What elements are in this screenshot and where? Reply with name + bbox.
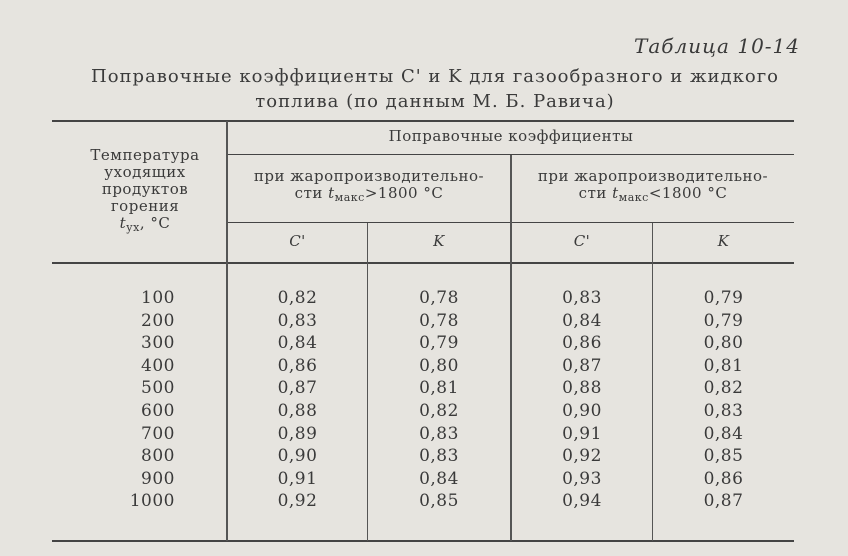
- group-low-symbol: t: [612, 184, 619, 202]
- temp-unit: , °C: [139, 214, 171, 232]
- temp-cell: 1000: [129, 491, 175, 512]
- c-header-high: C': [289, 232, 306, 250]
- k-high-cell: 0,81: [419, 378, 459, 399]
- group-low-prefix: сти: [578, 184, 613, 202]
- temp-header-line-4: горения: [110, 197, 180, 215]
- c-low-cell: 0,88: [562, 378, 602, 399]
- temp-symbol: t: [119, 214, 127, 232]
- k-low-cell: 0,87: [703, 491, 744, 512]
- table-number: Таблица 10-14: [634, 34, 800, 58]
- k-low-cell: 0,83: [703, 400, 744, 421]
- c-low-cell: 0,86: [562, 333, 602, 354]
- c-high-cell: 0,87: [277, 378, 318, 399]
- k-high-cell: 0,83: [419, 423, 459, 444]
- temp-cell: 100: [141, 288, 175, 308]
- group-title: Поправочные коэффициенты: [388, 127, 634, 145]
- k-high-cell: 0,79: [419, 333, 459, 354]
- group-high-rule: [228, 222, 510, 223]
- c-high-cell: 0,92: [277, 491, 318, 512]
- temp-cell: 700: [141, 423, 175, 444]
- caption-line-2: топлива (по данным М. Б. Равича): [255, 91, 615, 112]
- temp-subscript: ух: [126, 221, 140, 234]
- k-header-high: K: [433, 232, 445, 250]
- temp-header-line-1: Температура: [90, 146, 200, 164]
- temp-cell: 300: [141, 333, 175, 354]
- c-high-cell: 0,86: [277, 355, 318, 376]
- k-low-cell: 0,79: [703, 288, 744, 308]
- temp-cell: 400: [141, 355, 175, 376]
- k-low-cell: 0,80: [703, 333, 744, 354]
- c-low-cell: 0,84: [562, 310, 602, 331]
- k-header-low: K: [717, 232, 730, 250]
- c-low-cell: 0,87: [562, 355, 602, 376]
- c-high-cell: 0,83: [277, 310, 318, 331]
- temp-cell: 500: [141, 378, 175, 399]
- top-rule: [52, 120, 794, 122]
- group-high-subscript: макс: [334, 191, 365, 204]
- c-low-cell: 0,91: [562, 423, 602, 444]
- temp-cell: 800: [141, 446, 175, 467]
- c-low-cell: 0,90: [562, 400, 602, 421]
- c-low-cell: 0,83: [562, 288, 602, 308]
- header-bottom-rule: [52, 262, 794, 264]
- temp-header-line-2: уходящих: [104, 163, 186, 181]
- group-high-symbol: t: [328, 184, 335, 202]
- c-high-cell: 0,89: [277, 423, 318, 444]
- temp-cell: 900: [141, 468, 175, 489]
- group-high-line-2: [228, 185, 510, 206]
- c-low-column: [512, 287, 652, 513]
- table-caption: [70, 64, 800, 114]
- k-high-cell: 0,82: [419, 400, 459, 421]
- group-low-condition: <1800 °C: [648, 184, 728, 202]
- c-header-low: C': [573, 232, 591, 250]
- group-high-prefix: сти: [294, 184, 329, 202]
- c-low-cell: 0,94: [562, 491, 602, 512]
- c-high-cell: 0,84: [277, 333, 318, 354]
- group-low-line-1: при жаропроизводительно-: [537, 167, 769, 185]
- c-high-column: [228, 287, 367, 513]
- k-high-cell: 0,83: [419, 446, 459, 467]
- group-high-header: [228, 168, 510, 206]
- k-high-cell: 0,85: [419, 491, 459, 512]
- k-low-cell: 0,86: [703, 468, 744, 489]
- k-low-cell: 0,81: [703, 355, 744, 376]
- c-low-cell: 0,92: [562, 446, 602, 467]
- caption-line-1: Поправочные коэффициенты C' и K для газообразного и жидкого: [91, 66, 779, 87]
- temp-header-line-3: продуктов: [101, 180, 189, 198]
- c-low-cell: 0,93: [562, 468, 602, 489]
- k-high-cell: 0,80: [419, 355, 459, 376]
- bottom-rule: [52, 540, 794, 542]
- group-high-condition: >1800 °C: [364, 184, 444, 202]
- k-low-cell: 0,84: [703, 423, 744, 444]
- temp-column-header: [70, 147, 220, 236]
- c-high-cell: 0,82: [277, 288, 318, 308]
- group-low-subscript: макс: [618, 191, 649, 204]
- group-low-rule: [512, 222, 794, 223]
- temp-cell: 200: [141, 310, 175, 331]
- group-low-line-2: [512, 185, 794, 206]
- k-high-cell: 0,78: [419, 288, 459, 308]
- temp-cell: 600: [141, 400, 175, 421]
- k-low-cell: 0,82: [703, 378, 744, 399]
- group-high-line-1: при жаропроизводительно-: [253, 167, 485, 185]
- c-high-cell: 0,90: [277, 446, 318, 467]
- k-low-column: [653, 287, 794, 513]
- k-high-cell: 0,84: [419, 468, 459, 489]
- c-high-cell: 0,88: [277, 400, 318, 421]
- group-low-header: [512, 168, 794, 206]
- temperature-column: [100, 287, 210, 513]
- k-high-cell: 0,78: [419, 310, 459, 331]
- k-high-column: [368, 287, 510, 513]
- k-low-cell: 0,79: [703, 310, 744, 331]
- temp-header-line-5: [70, 215, 220, 236]
- k-low-cell: 0,85: [703, 446, 744, 467]
- c-high-cell: 0,91: [277, 468, 318, 489]
